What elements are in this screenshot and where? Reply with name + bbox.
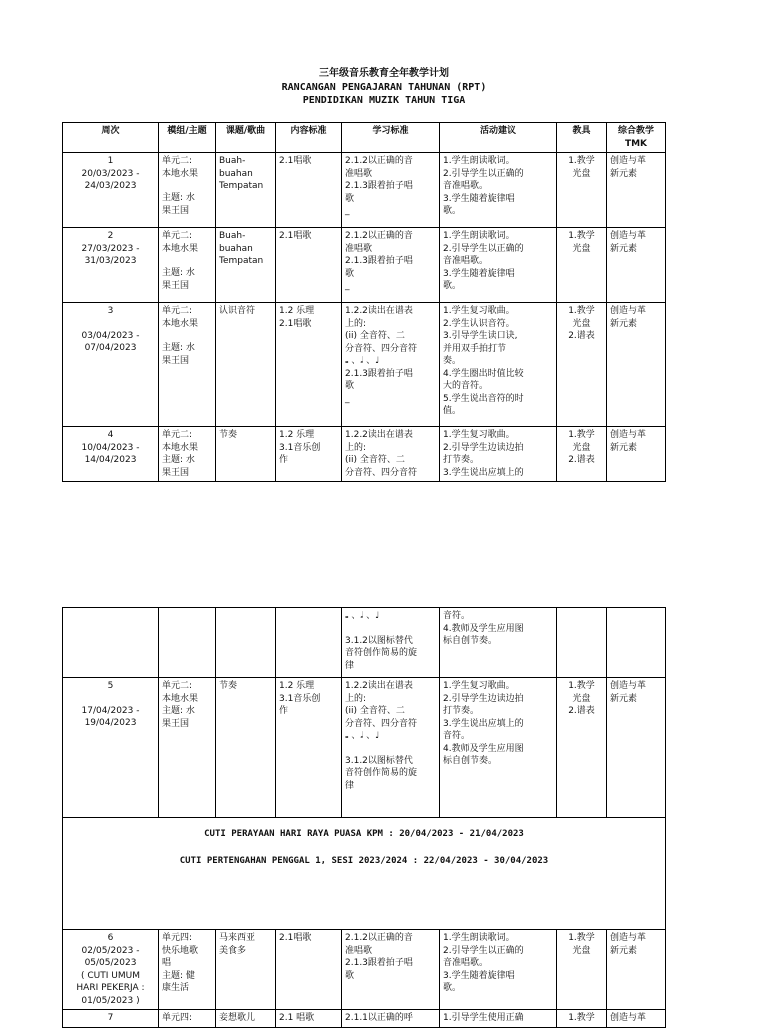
content-cell [276,608,342,678]
cell-line: 节奏 [219,430,238,440]
cell-line: 值。 [443,406,462,416]
cell-line: 3.1.2以图标替代 [345,755,413,766]
tmk-cell [607,228,666,303]
cell-line: 2.1唱歌 [279,318,312,329]
cell-line: 3.1音乐创 [279,693,321,704]
cell-line: 歌。 [443,983,462,993]
cell-line: 单元二: [162,681,193,691]
learning-cell [342,228,440,303]
cell-line: 果王国 [162,718,190,729]
learning-cell [342,427,440,482]
cell-line: 3 [107,306,114,316]
cell-line: 创造与革 [610,933,647,943]
activity-cell [440,427,557,482]
cell-line: 音符。 [443,731,471,741]
week-cell [63,153,159,228]
cell-line: 1.2 乐理 [279,681,315,691]
cell-line: 05/05/2023 [84,958,137,968]
content-cell [276,1010,342,1028]
cell-line: 1.引导学生使用正确 [443,1013,524,1023]
plan-table-page1 [62,122,666,482]
cell-line: 𝅝 、𝅗𝅥 、♩ [345,611,380,621]
tools-cell [557,427,607,482]
cell-line: 1.学生朗读歌词。 [443,231,515,241]
cell-line: 歌。 [443,206,462,216]
cell-line: 单元二: [162,430,193,440]
module-cell [159,1010,216,1028]
cell-line: 3.学生说出应填上的 [443,467,524,478]
cell-line: 3.学生随着旋律唱 [443,193,515,204]
cell-line: 27/03/2023 - [81,243,140,254]
cell-line: 03/04/2023 - [81,330,140,341]
cell-line: 2.1.1以正确的呼 [345,1013,413,1023]
cell-line: 𝅝 、𝅗𝅥 、♩ [345,731,380,741]
cell-line: 歌 [345,970,355,981]
cell-line: 1.2.2读出在谱表 [345,681,413,691]
cell-line: 单元四: [162,1013,193,1023]
cell-line: 光盘 [572,168,591,179]
tools-cell [557,153,607,228]
cell-line: 认识音符 [219,306,256,316]
cell-line: 音准唱歌。 [443,958,489,968]
tools-cell [557,303,607,427]
week-cell [63,228,159,303]
cell-line: 音准唱歌。 [443,181,489,191]
cell-line: 1.学生朗读歌词。 [443,933,515,943]
cell-line: 01/05/2023 ) [81,995,140,1006]
cell-line: 奏。 [443,356,462,366]
cell-line: 音符创作简易的旋 [345,768,418,778]
cell-line: 2.1 唱歌 [279,1013,315,1023]
cell-line: 本地水果 [162,693,199,704]
cell-line: 康生活 [162,983,190,993]
cell-line: 02/05/2023 - [81,945,140,956]
cell-line: 2.学生认识音符。 [443,318,515,329]
table-header-row [63,123,666,153]
cell-line: 本地水果 [162,442,199,453]
content-cell [276,427,342,482]
cell-line: 创造与革 [610,156,647,166]
cell-line: 2.引导学生以正确的 [443,243,524,254]
cell-line: 3.引导学生读口诀, [443,331,518,341]
cell-line: 本地水果 [162,243,199,254]
cell-line: 打节奏。 [443,706,480,716]
tools-cell [557,1010,607,1028]
cell-line [345,623,436,635]
cell-line: 1.学生复习歌曲。 [443,430,515,440]
cell-line: 24/03/2023 [84,181,137,191]
cell-line: 歌。 [443,281,462,291]
cell-line: 标自创节奏。 [443,636,498,646]
cell-line: 2.谱表 [568,455,595,465]
table-row [63,427,666,482]
tools-cell [557,228,607,303]
cell-line: 并用双手拍打节 [443,343,507,354]
cell-line: 作 [279,455,289,465]
cell-line: 2.1.3跟着拍子唱 [345,368,413,379]
topic-cell [216,427,276,482]
table-row-continued [63,608,666,678]
cell-line: 07/04/2023 [84,343,137,353]
cell-line: 1.2 乐理 [279,430,315,440]
cell-line: 1.2 乐理 [279,306,315,316]
tmk-cell [607,1010,666,1028]
cell-line: 妾想歌儿 [219,1013,256,1023]
cell-line: 主题: 水 [162,268,195,278]
cell-line: 主题: 水 [162,193,195,203]
cell-line: 6 [107,933,114,943]
tmk-cell [607,153,666,228]
cell-line: 2.1.3跟着拍子唱 [345,958,413,968]
cell-line: Tempatan [219,256,264,266]
cell-line: 10/04/2023 - [81,442,140,453]
cell-line: 4.教师及学生应用图 [443,743,524,754]
cell-line: 4 [107,430,114,440]
cell-line: 1.教学 [568,1013,595,1023]
cell-line: 光盘 [572,243,591,254]
table-row [63,153,666,228]
learning-cell [342,1010,440,1028]
module-cell [159,303,216,427]
activity-cell [440,678,557,818]
learning-cell [342,678,440,818]
module-cell [159,153,216,228]
cell-line: 4.学生圈出时值比较 [443,368,524,379]
cell-line: 创造与革 [610,1013,647,1023]
cell-line: 2.1.2以正确的音 [345,156,413,166]
topic-cell [216,930,276,1010]
table-row [63,1010,666,1028]
module-cell [159,930,216,1010]
cell-line: 音准唱歌。 [443,256,489,266]
title-line-subject: PENDIDIKAN MUZIK TAHUN TIGA [302,95,466,106]
cell-line: 1.2.2读出在谱表 [345,430,413,440]
week-cell [63,303,159,427]
cell-line: 2.引导学生边读边拍 [443,693,524,704]
cell-line: 2.1.3跟着拍子唱 [345,256,413,266]
topic-cell [216,228,276,303]
topic-cell [216,1010,276,1028]
cell-line: 单元二: [162,306,193,316]
holiday-midterm: CUTI PERTENGAHAN PENGGAL 1, SESI 2023/2024 : 22/04/2023 - 30/04/2023 [179,855,549,866]
cell-line: 𝅝 、𝅗𝅥 、♩ [345,356,380,366]
cell-line: 光盘 [572,318,591,329]
cell-line: buahan [219,168,253,179]
tmk-cell [607,303,666,427]
cell-line: 3.1.2以图标替代 [345,635,413,646]
cell-line: 2.1.3跟着拍子唱 [345,181,413,191]
cell-line: 歌 [345,381,355,391]
cell-line: 1 [107,156,114,166]
cell-line: 2 [107,231,114,241]
cell-line: 快乐地歌 [162,945,199,956]
cell-line [66,693,155,705]
tmk-cell [607,930,666,1010]
cell-line: Buah- [219,156,246,166]
cell-line [162,180,212,192]
cell-line: 2.1.2以正确的音 [345,933,413,943]
cell-line: 律 [345,780,355,791]
cell-line: Tempatan [219,181,264,191]
cell-line: 1.教学 [568,231,595,241]
cell-line: 打节奏。 [443,455,480,465]
header-tools: 教具 [557,123,607,153]
activity-cell [440,1010,557,1028]
header-week: 周次 [63,123,159,153]
cell-line: 3.学生随着旋律唱 [443,970,515,981]
table-row [63,303,666,427]
header-activity: 活动建议 [440,123,557,153]
module-cell [159,427,216,482]
cell-line: 3.学生随着旋律唱 [443,268,515,279]
cell-line: 果王国 [162,355,190,366]
activity-cell [440,930,557,1010]
topic-cell [216,678,276,818]
document-title [0,67,768,108]
cell-line: 3.1音乐创 [279,442,321,453]
cell-line: 1.学生复习歌曲。 [443,681,515,691]
cell-line: 准唱歌 [345,243,373,254]
cell-line: 2.1唱歌 [279,933,312,943]
cell-line: 音符创作简易的旋 [345,648,418,658]
activity-cell [440,153,557,228]
cell-line: 光盘 [572,693,591,704]
cell-line: 光盘 [572,945,591,956]
cell-line [66,318,155,330]
cell-line: HARI PEKERJA : [76,983,145,993]
cell-line [162,255,212,267]
cell-line: 果王国 [162,280,190,291]
content-cell [276,930,342,1010]
cell-line: _ [345,393,350,404]
tmk-cell [607,608,666,678]
cell-line [162,330,212,342]
cell-line: 歌 [345,268,355,279]
cell-line: _ [345,206,350,216]
cell-line: 马来西亚 [219,933,256,943]
header-learning-standard: 学习标准 [342,123,440,153]
cell-line: 2.1.2以正确的音 [345,231,413,241]
cell-line: (ii) 全音符、二 [345,455,405,465]
cell-line: (ii) 全音符、二 [345,331,405,341]
cell-line: 美食多 [219,945,247,956]
cell-line: 上的: [345,693,367,704]
cell-line: 律 [345,660,355,671]
cell-line: 分音符、四分音符 [345,467,418,478]
title-line-chinese: 三年级音乐教育全年教学计划 [319,68,449,79]
cell-line: 创造与革 [610,681,647,691]
content-cell [276,678,342,818]
cell-line: 节奏 [219,681,238,691]
cell-line: 14/04/2023 [84,455,137,465]
cell-line: 创造与革 [610,430,647,440]
content-cell [276,228,342,303]
cell-line: 上的: [345,442,367,453]
content-cell [276,153,342,228]
activity-cell [440,228,557,303]
cell-line: (ii) 全音符、二 [345,706,405,716]
cell-line: 音符。 [443,611,471,621]
cell-line: 本地水果 [162,318,199,329]
cell-line: 单元二: [162,231,193,241]
cell-line: 标自创节奏。 [443,756,498,766]
cell-line: 本地水果 [162,168,199,179]
module-cell [159,608,216,678]
cell-line: 2.1唱歌 [279,156,312,166]
cell-line: 创造与革 [610,306,647,316]
cell-line: 主题: 水 [162,343,195,353]
cell-line: 大的音符。 [443,381,489,391]
activity-cell [440,303,557,427]
header-tmk: 综合教学TMK [607,123,666,153]
learning-cell [342,930,440,1010]
cell-line: 7 [107,1013,114,1023]
cell-line: 2.引导学生以正确的 [443,168,524,179]
cell-line: 新元素 [610,693,638,704]
cell-line: 准唱歌 [345,168,373,179]
week-cell [63,930,159,1010]
holiday-raya: CUTI PERAYAAN HARI RAYA PUASA KPM : 20/04/2023 - 21/04/2023 [204,829,524,839]
tools-cell [557,678,607,818]
week-cell [63,678,159,818]
cell-line [345,743,436,755]
cell-line: 5 [107,681,114,691]
cell-line: 歌 [345,193,355,204]
cell-line: 分音符、四分音符 [345,343,418,354]
header-module: 模组/主题 [159,123,216,153]
cell-line: Buah- [219,231,246,241]
holiday-cell [63,818,666,930]
cell-line: 4.教师及学生应用图 [443,623,524,634]
cell-line: 2.谱表 [568,706,595,716]
tools-cell [557,608,607,678]
cell-line: 光盘 [572,442,591,453]
cell-line: 20/03/2023 - [81,168,140,179]
cell-line: 分音符、四分音符 [345,718,418,729]
cell-line: 新元素 [610,945,638,956]
tools-cell [557,930,607,1010]
title-line-rpt: RANCANGAN PENGAJARAN TAHUNAN (RPT) [281,81,487,93]
cell-line: _ [345,281,350,291]
cell-line: 1.教学 [568,933,595,943]
cell-line: 1.教学 [568,156,595,166]
learning-cell [342,303,440,427]
header-content-standard: 内容标准 [276,123,342,153]
cell-line: 2.引导学生以正确的 [443,945,524,956]
table-row [63,930,666,1010]
cell-line: 1.教学 [568,430,595,440]
tmk-cell [607,427,666,482]
cell-line: 2.1唱歌 [279,231,312,241]
cell-line: 1.学生复习歌曲。 [443,306,515,316]
cell-line: 5.学生说出音符的时 [443,393,524,404]
cell-line: 新元素 [610,168,638,179]
learning-cell [342,153,440,228]
cell-line: 单元四: [162,933,193,943]
cell-line: 17/04/2023 - [81,705,140,716]
module-cell [159,228,216,303]
cell-line: 19/04/2023 [84,718,137,728]
topic-cell [216,303,276,427]
header-topic: 课题/歌曲 [216,123,276,153]
cell-line: 2.谱表 [568,331,595,341]
cell-line: 2.引导学生边读边拍 [443,442,524,453]
cell-line: 上的: [345,318,367,329]
cell-line: 1.教学 [568,306,595,316]
learning-cell [342,608,440,678]
cell-line: 作 [279,706,289,716]
cell-line: 唱 [162,958,172,968]
cell-line: 1.2.2读出在谱表 [345,306,413,316]
activity-cell [440,608,557,678]
cell-line: 新元素 [610,243,638,254]
cell-line: 主题: 水 [162,455,195,465]
topic-cell [216,153,276,228]
cell-line: 1.教学 [568,681,595,691]
table-row [63,678,666,818]
cell-line: 创造与革 [610,231,647,241]
cell-line: 单元二: [162,156,193,166]
topic-cell [216,608,276,678]
cell-line: buahan [219,243,253,254]
week-cell [63,608,159,678]
cell-line: 1.学生朗读歌词。 [443,156,515,166]
cell-line: 3.学生说出应填上的 [443,718,524,729]
table-row [63,228,666,303]
cell-line: 果王国 [162,205,190,216]
cell-line: 主题: 水 [162,706,195,716]
cell-line: 准唱歌 [345,945,373,956]
tmk-cell [607,678,666,818]
cell-line: 新元素 [610,318,638,329]
cell-line: 果王国 [162,467,190,478]
module-cell [159,678,216,818]
holiday-row [63,818,666,930]
cell-line: ( CUTI UMUM [81,970,140,981]
cell-line: 31/03/2023 [84,256,137,266]
week-cell [63,427,159,482]
week-cell [63,1010,159,1028]
plan-table-page2 [62,607,666,1028]
cell-line: 主题: 健 [162,970,195,981]
cell-line: 新元素 [610,442,638,453]
content-cell [276,303,342,427]
